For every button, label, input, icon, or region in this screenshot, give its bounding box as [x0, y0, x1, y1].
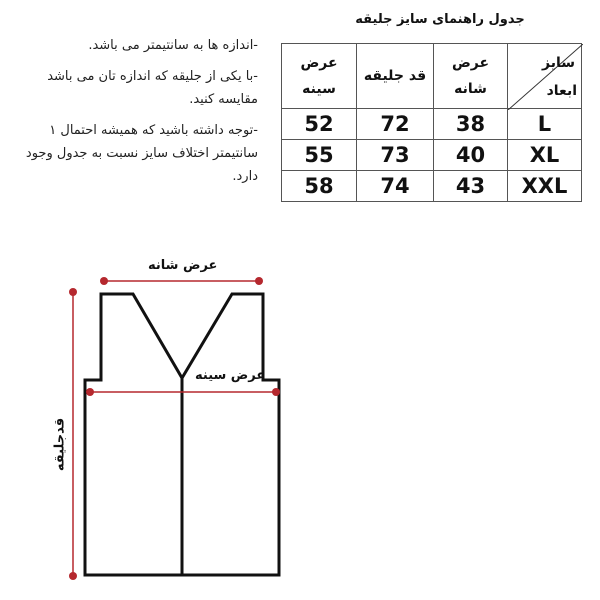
chest-left-dot [86, 388, 94, 396]
chest-width-label: عرض سینه [195, 368, 266, 383]
shoulder-width-label: عرض شانه [148, 258, 218, 273]
vest-diagram [0, 240, 300, 600]
note-units: -اندازه ها به سانتیمتر می باشد. [88, 38, 258, 53]
chest-cell: 58 [282, 171, 357, 202]
chest-cell: 52 [282, 109, 357, 140]
size-cell: XL [508, 140, 582, 171]
size-cell: XXL [508, 171, 582, 202]
note-tolerance: -توجه داشته باشید که همیشه احتمال ۱ سانتیمتر اختلاف سایز نسبت به جدول وجود دارد. [25, 123, 258, 184]
table-row [282, 171, 582, 202]
corner-header-cell [508, 44, 582, 109]
header-shoulder-width: عرض شانه [434, 44, 508, 109]
shoulder-cell: 40 [434, 140, 508, 171]
header-vest-length: قد جلیقه [357, 44, 434, 109]
shoulder-left-dot [100, 277, 108, 285]
shoulder-cell: 43 [434, 171, 508, 202]
corner-size-label: سایز [542, 55, 575, 71]
shoulder-right-dot [255, 277, 263, 285]
chest-right-dot [272, 388, 280, 396]
vest-outline [85, 294, 279, 575]
length-cell: 72 [357, 109, 434, 140]
table-row [282, 140, 582, 171]
table-row [282, 109, 582, 140]
note-compare: -با یکی از جلیقه که اندازه تان می باشد مقایسه کنید. [47, 69, 258, 107]
length-top-dot [69, 288, 77, 296]
shoulder-cell: 38 [434, 109, 508, 140]
chest-cell: 55 [282, 140, 357, 171]
vest-length-label: قدجلیقه [52, 417, 68, 472]
table-header-row [282, 44, 582, 109]
size-table [281, 43, 582, 202]
length-cell: 73 [357, 140, 434, 171]
size-table-title: جدول راهنمای سایز جلیقه [355, 12, 525, 27]
size-notes [10, 34, 258, 196]
header-chest-width: عرض سینه [282, 44, 357, 109]
corner-dimension-label: ابعاد [546, 83, 577, 99]
length-cell: 74 [357, 171, 434, 202]
size-cell: L [508, 109, 582, 140]
length-bottom-dot [69, 572, 77, 580]
